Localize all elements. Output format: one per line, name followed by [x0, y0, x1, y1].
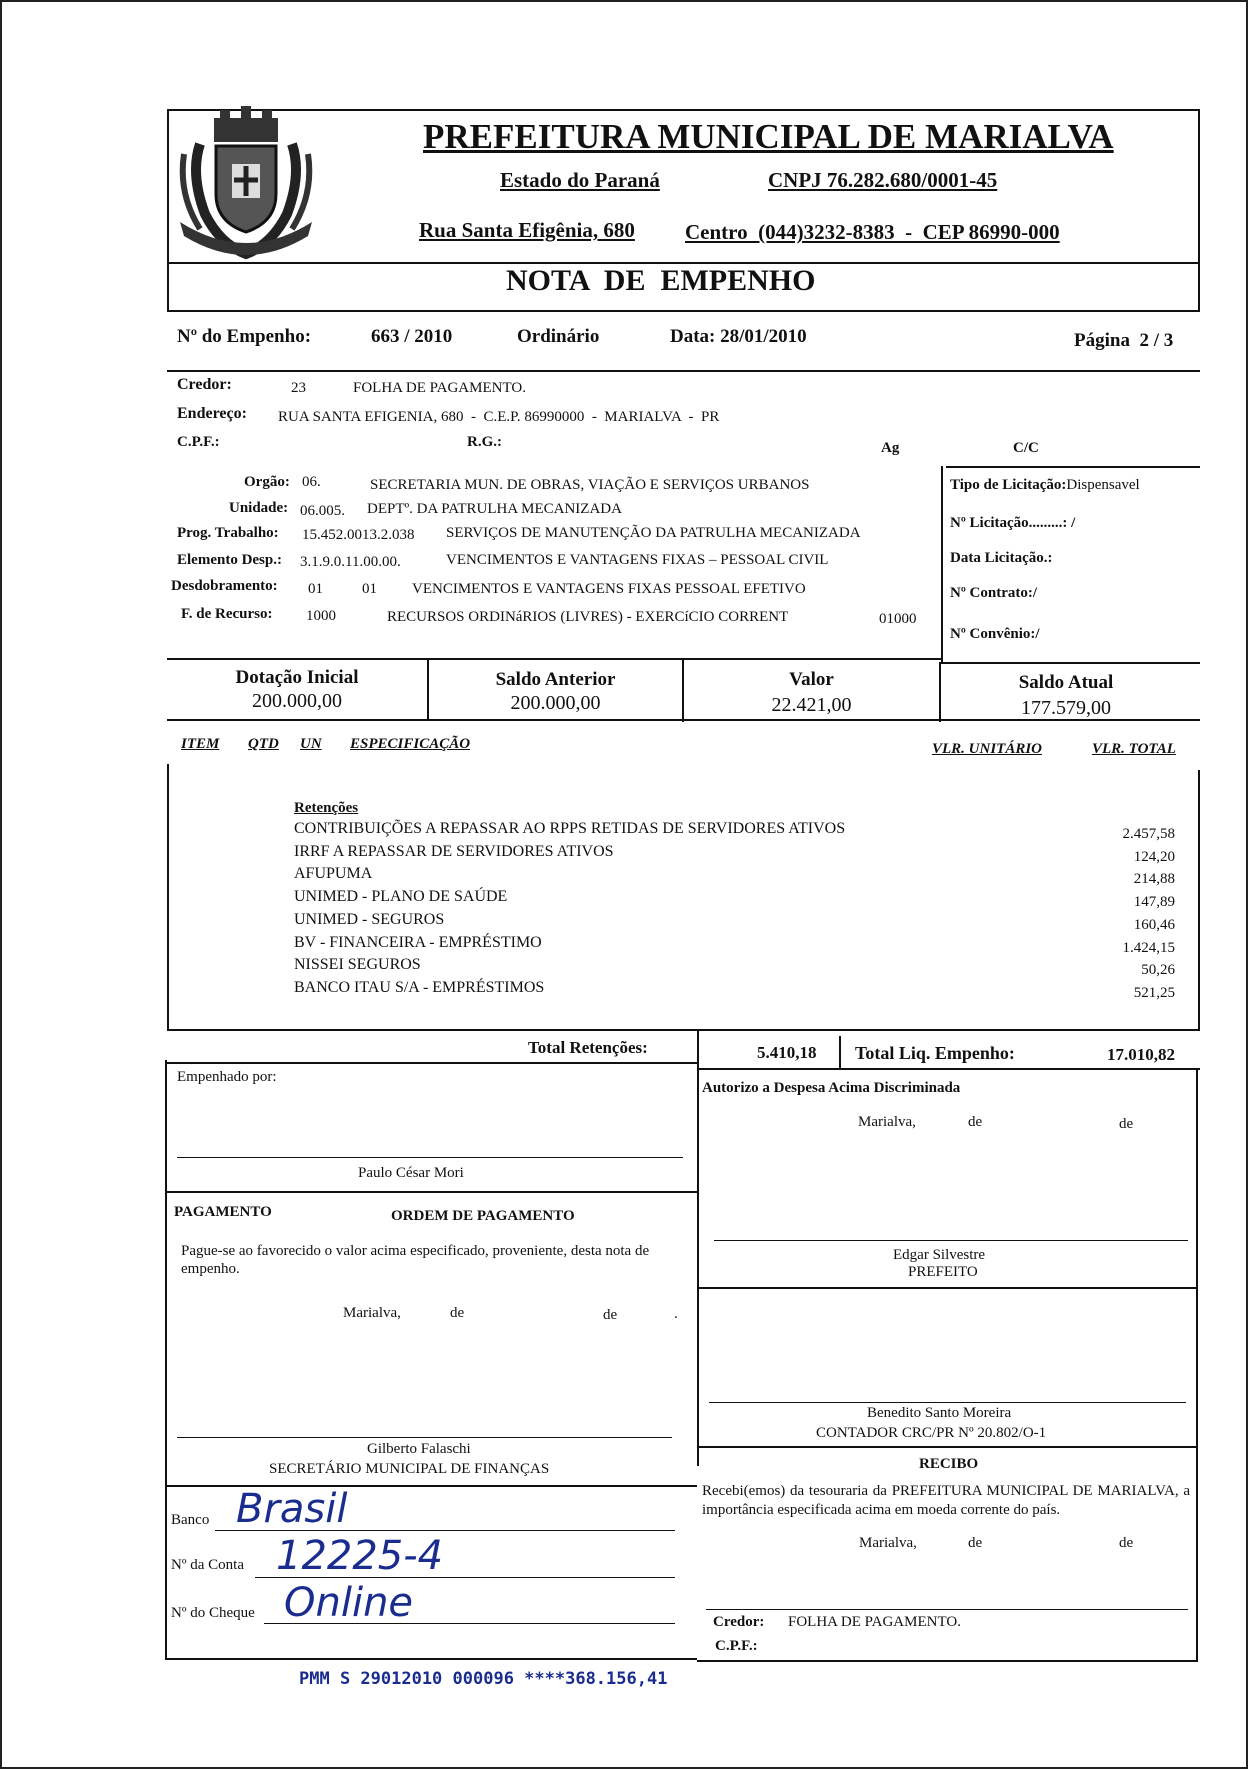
divider: [165, 1062, 697, 1064]
pagamento-label: PAGAMENTO: [174, 1204, 272, 1220]
divider: [167, 764, 169, 1031]
conta-handwritten: 12225-4: [276, 1533, 444, 1579]
contador-name: Benedito Santo Moreira: [867, 1405, 1012, 1421]
unidade-label: Unidade:: [229, 500, 289, 516]
divider: [697, 1446, 1198, 1448]
total-retencoes-value: 5.410,18: [757, 1043, 817, 1062]
ordem-pagamento-label: ORDEM DE PAGAMENTO: [391, 1208, 575, 1224]
saldo-atual-label: Saldo Atual: [1018, 672, 1114, 693]
recibo-text: Recebi(emos) da tesouraria da PREFEITURA MUNICIPAL DE MARIALVA, a importância especificada acima em moeda corrente do país.: [702, 1483, 1190, 1518]
autorizo-de-1: de: [968, 1114, 983, 1130]
prog-label: Prog. Trabalho:: [177, 525, 279, 541]
divider: [941, 466, 943, 662]
secretario-name: Gilberto Falaschi: [367, 1441, 471, 1457]
empenho-label: Nº do Empenho:: [177, 326, 312, 347]
saldo-anterior-label: Saldo Anterior: [495, 669, 616, 690]
cheque-handwritten: Online: [284, 1580, 414, 1626]
col-vlr-unitario: VLR. UNITÁRIO: [932, 741, 1043, 757]
retencoes-title: Retenções: [294, 800, 359, 816]
list-item: [294, 979, 1184, 1002]
licitacao-type-label: Tipo de Licitação:: [950, 477, 1067, 493]
licitacao-type: [950, 477, 1140, 494]
list-item: [294, 956, 1184, 979]
col-especificacao: ESPECIFICAÇÃO: [350, 736, 471, 752]
retencao-desc: NISSEI SEGUROS: [294, 956, 421, 973]
prefeito-name: Edgar Silvestre: [893, 1247, 986, 1263]
empenho-number: 663 / 2010: [371, 326, 453, 347]
retencao-desc: UNIMED - SEGUROS: [294, 911, 445, 928]
desdobramento-code-2: 01: [362, 581, 377, 597]
orgao-desc: SECRETARIA MUN. DE OBRAS, VIAÇÃO E SERVIÇOS URBANOS: [370, 477, 810, 493]
recibo-title: RECIBO: [919, 1456, 979, 1472]
autorizo-marialva: Marialva,: [858, 1114, 916, 1130]
cnpj: CNPJ 76.282.680/0001-45: [768, 168, 998, 192]
page-number: Página 2 / 3: [1074, 330, 1174, 351]
prog-desc: SERVIÇOS DE MANUTENÇÃO DA PATRULHA MECANIZADA: [446, 525, 861, 541]
retencao-value: 214,88: [1133, 871, 1175, 887]
conta-label: Nº da Conta: [171, 1557, 244, 1573]
fonte-recurso-code-2: 01000: [879, 611, 917, 627]
fonte-recurso-desc: RECURSOS ORDINáRIOS (LIVRES) - EXERCíCIO CORRENT: [387, 609, 789, 625]
orgao-code: 06.: [302, 474, 321, 490]
pague-text: Pague-se ao favorecido o valor acima especificado, proveniente, desta nota de empenho.: [181, 1243, 650, 1277]
ordem-de-1: de: [450, 1305, 465, 1321]
municipality-title: PREFEITURA MUNICIPAL DE MARIALVA: [423, 117, 1114, 156]
col-qtd: QTD: [248, 736, 279, 752]
prefeito-title: PREFEITO: [908, 1264, 978, 1280]
fonte-recurso-code: 1000: [306, 608, 336, 624]
secretario-title: SECRETÁRIO MUNICIPAL DE FINANÇAS: [269, 1461, 550, 1477]
credor-name: FOLHA DE PAGAMENTO.: [353, 380, 526, 396]
retencoes-list: [294, 820, 1184, 1002]
list-item: [294, 934, 1184, 956]
divider: [697, 1287, 1198, 1289]
divider: [1198, 770, 1200, 1031]
desdobramento-desc: VENCIMENTOS E VANTAGENS FIXAS PESSOAL EFETIVO: [412, 581, 806, 597]
signature-line: [714, 1240, 1188, 1241]
credor-label: Credor:: [177, 376, 232, 393]
recibo-credor-label: Credor:: [713, 1614, 765, 1630]
divider: [167, 658, 941, 660]
ordem-de-2: de: [603, 1307, 618, 1323]
district-phone-cep: Centro (044)3232-8383 - CEP 86990-000: [685, 220, 1060, 244]
retencao-desc: AFUPUMA: [294, 865, 373, 882]
divider: [167, 370, 1200, 372]
total-liquido-label: Total Liq. Empenho:: [855, 1043, 1015, 1063]
retencao-value: 147,89: [1133, 894, 1175, 910]
list-item: [294, 865, 1184, 888]
endereco-label: Endereço:: [177, 405, 247, 422]
col-vlr-total: VLR. TOTAL: [1092, 741, 1176, 757]
list-item: [294, 911, 1184, 934]
unidade-desc: DEPTº. DA PATRULHA MECANIZADA: [367, 501, 622, 517]
retencao-desc: IRRF A REPASSAR DE SERVIDORES ATIVOS: [294, 843, 614, 860]
cc-label: C/C: [1013, 440, 1039, 456]
recibo-credor-value: FOLHA DE PAGAMENTO.: [788, 1614, 961, 1630]
col-un: UN: [300, 736, 322, 752]
list-item: [294, 820, 1184, 843]
retencao-value: 124,20: [1133, 849, 1175, 865]
signature-line: [177, 1157, 683, 1158]
list-item: [294, 843, 1184, 865]
retencao-desc: CONTRIBUIÇÕES A REPASSAR AO RPPS RETIDAS DE SERVIDORES ATIVOS: [294, 820, 846, 837]
divider: [697, 1068, 1200, 1070]
document-title: NOTA DE EMPENHO: [506, 264, 816, 297]
signature-line: [709, 1402, 1186, 1403]
licitacao-number: Nº Licitação.........: /: [950, 515, 1076, 531]
autorizo-de-2: de: [1119, 1116, 1134, 1132]
prog-code: 15.452.0013.2.038: [302, 527, 415, 543]
retencao-value: 521,25: [1133, 985, 1175, 1001]
convenio-number: Nº Convênio:/: [950, 626, 1040, 642]
total-liquido-value: 17.010,82: [1107, 1045, 1175, 1064]
divider: [165, 1191, 697, 1193]
col-item: ITEM: [181, 736, 220, 752]
empenhado-por-label: Empenhado por:: [177, 1069, 277, 1085]
divider: [946, 466, 1200, 468]
coat-of-arms-logo: [170, 104, 322, 262]
contador-title: CONTADOR CRC/PR Nº 20.802/O-1: [816, 1425, 1047, 1441]
licitacao-type-value: Dispensavel: [1066, 477, 1140, 493]
ag-label: Ag: [881, 440, 900, 456]
recibo-marialva: Marialva,: [859, 1535, 917, 1551]
elemento-label: Elemento Desp.:: [177, 552, 282, 568]
divider: [941, 662, 1200, 664]
retencao-desc: BV - FINANCEIRA - EMPRÉSTIMO: [294, 934, 542, 951]
recibo-cpf-label: C.P.F.:: [715, 1638, 758, 1654]
unidade-code: 06.005.: [300, 503, 345, 519]
divider: [167, 1029, 1200, 1031]
retencao-value: 160,46: [1133, 917, 1175, 933]
credor-code: 23: [291, 380, 306, 396]
dotacao-inicial-label: Dotação Inicial: [235, 667, 359, 688]
empenhado-por-name: Paulo César Mori: [358, 1165, 464, 1181]
elemento-desc: VENCIMENTOS E VANTAGENS FIXAS – PESSOAL CIVIL: [446, 552, 829, 568]
ordem-marialva: Marialva,: [343, 1305, 401, 1321]
empenho-date: Data: 28/01/2010: [670, 326, 807, 347]
retencao-value: 1.424,15: [1122, 940, 1175, 956]
retencao-value: 2.457,58: [1122, 826, 1175, 842]
licitacao-date: Data Licitação.:: [950, 550, 1053, 566]
banco-label: Banco: [171, 1512, 210, 1528]
signature-line: [706, 1609, 1188, 1610]
desdobramento-label: Desdobramento:: [171, 578, 278, 594]
cheque-label: Nº do Cheque: [171, 1605, 255, 1621]
empenho-type: Ordinário: [517, 326, 600, 347]
divider: [697, 1029, 699, 1466]
autorizo-label: Autorizo a Despesa Acima Discriminada: [702, 1080, 961, 1096]
signature-line: [177, 1437, 672, 1438]
orgao-label: Orgão:: [244, 474, 290, 490]
contrato-number: Nº Contrato:/: [950, 585, 1038, 601]
list-item: [294, 888, 1184, 911]
authentication-stamp: PMM S 29012010 000096 ****368.156,41: [299, 1669, 668, 1689]
endereco-value: RUA SANTA EFIGENIA, 680 - C.E.P. 86990000 - MARIALVA - PR: [278, 409, 720, 425]
retencao-desc: BANCO ITAU S/A - EMPRÉSTIMOS: [294, 979, 545, 996]
rg-label: R.G.:: [467, 434, 502, 450]
total-retencoes-label: Total Retenções:: [528, 1038, 648, 1057]
address: Rua Santa Efigênia, 680: [419, 218, 635, 242]
elemento-code: 3.1.9.0.11.00.00.: [300, 554, 401, 570]
banco-handwritten: Brasil: [236, 1486, 348, 1532]
valor-value: 22.421,00: [771, 694, 852, 716]
state-name: Estado do Paraná: [500, 168, 660, 192]
divider: [165, 1060, 167, 1660]
fonte-recurso-label: F. de Recurso:: [181, 606, 273, 622]
divider: [697, 1660, 1198, 1662]
dotacao-inicial-value: 200.000,00: [252, 690, 342, 712]
ordem-dot: .: [674, 1306, 678, 1322]
saldo-anterior-value: 200.000,00: [510, 692, 601, 714]
retencao-value: 50,26: [1141, 962, 1175, 978]
cpf-label: C.P.F.:: [177, 434, 220, 450]
recibo-de-2: de: [1119, 1535, 1134, 1551]
divider: [165, 1658, 697, 1660]
divider: [1196, 1068, 1198, 1662]
saldo-atual-value: 177.579,00: [1021, 697, 1111, 719]
valor-label: Valor: [789, 669, 834, 690]
recibo-de-1: de: [968, 1535, 983, 1551]
desdobramento-code-1: 01: [308, 581, 323, 597]
retencao-desc: UNIMED - PLANO DE SAÚDE: [294, 888, 508, 905]
divider: [839, 1036, 841, 1068]
